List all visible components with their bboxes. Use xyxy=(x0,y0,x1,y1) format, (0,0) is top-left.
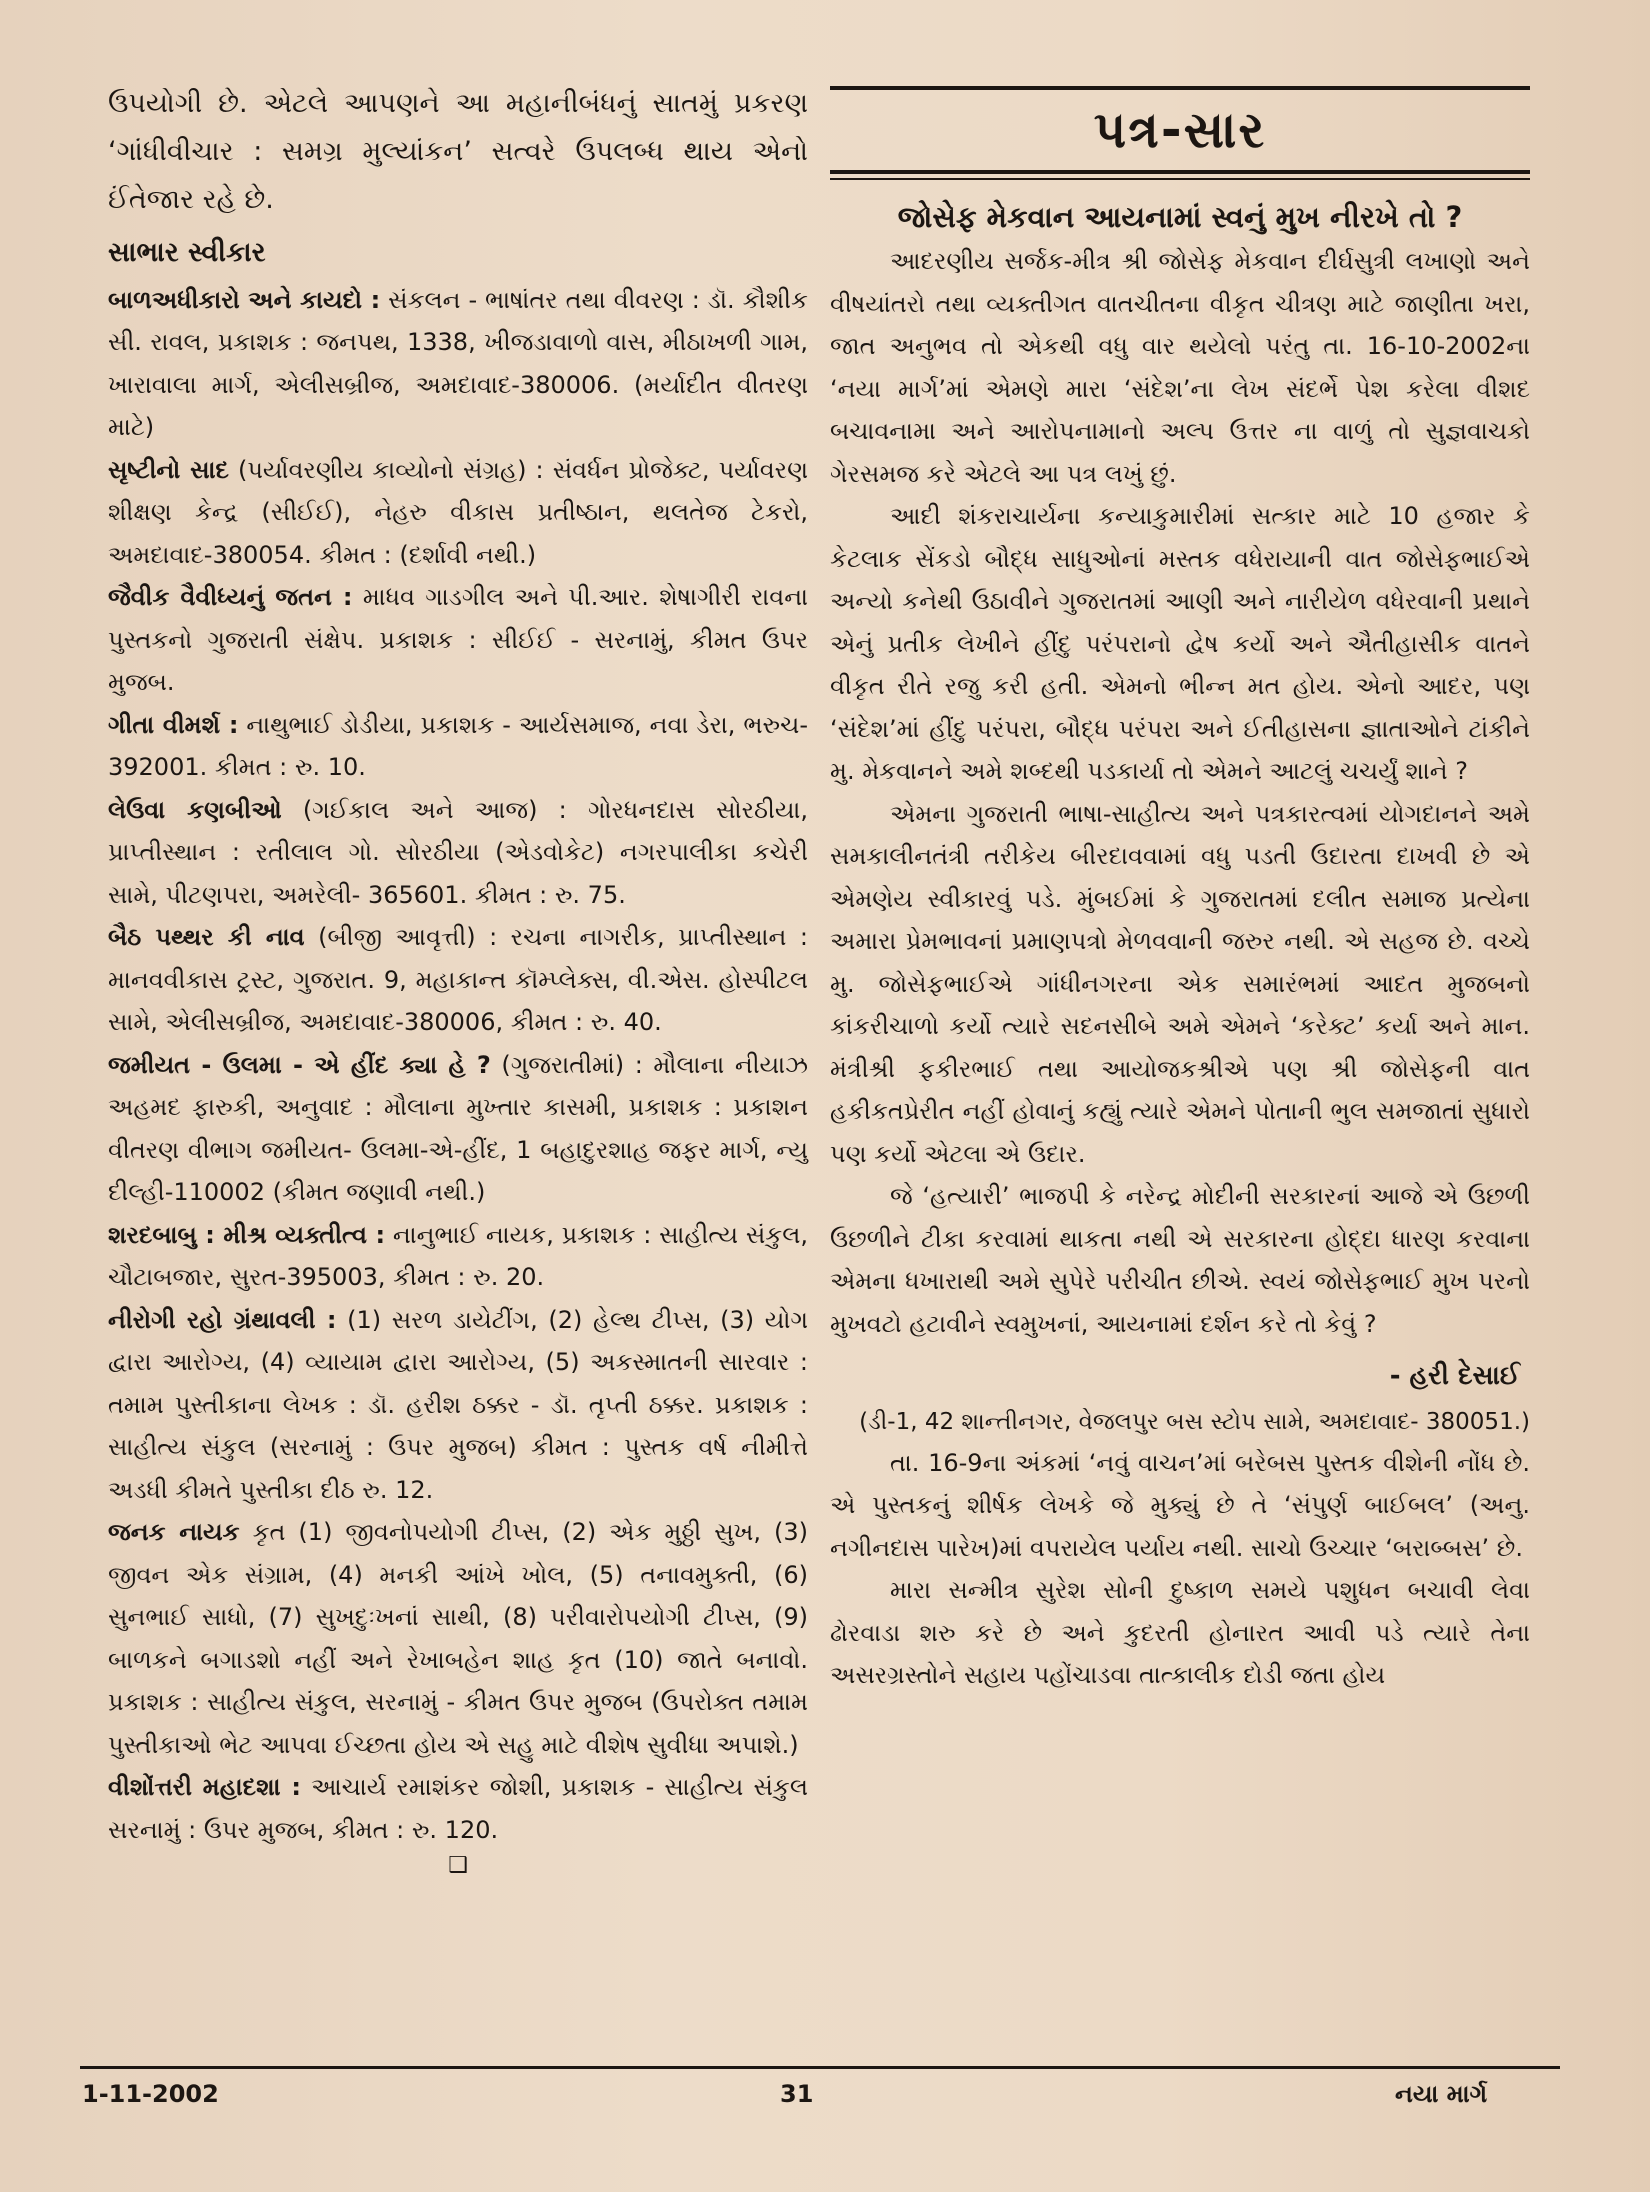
footer-rule xyxy=(80,2066,1560,2069)
book-entry-details: (ગઈકાલ અને આજ) : ગોરધનદાસ સોરઠીયા, પ્રાપ્તીસ્થાન : રતીલાલ ગો. સોરઠીયા (એડવોકેટ) નગરપાલીકા કચેરી સામે, પીટણપરા, અમરેલી- 365601. કીમત : રુ. 75. xyxy=(108,795,808,909)
book-entry-title: જનક નાયક xyxy=(108,1518,240,1546)
letter-paragraph: તા. 16-9ના અંકમાં ‘નવું વાચન’માં બરેબસ પુસ્તક વીશેની નોંધ છે. એ પુસ્તકનું શીર્ષક લેખકે જે મુક્યું છે તે ‘સંપુર્ણ બાઈબલ’ (અનુ. નગીનદાસ પારેખ)માં વપરાયેલ પર્યાય નથી. સાચો ઉચ્ચાર ‘બરાબ્બસ’ છે. xyxy=(830,1448,1530,1562)
book-entry-title: વીશોંત્તરી મહાદશા : xyxy=(108,1773,301,1801)
book-entry xyxy=(108,1044,808,1214)
book-entry xyxy=(108,576,808,704)
book-entry-title: બૈઠ પથ્થર કી નાવ xyxy=(108,923,305,951)
book-entry-details: (બીજી આવૃત્તી) : રચના નાગરીક, પ્રાપ્તીસ્થાન : માનવવીકાસ ટ્રસ્ટ, ગુજરાત. 9, મહાકાન્ત કૉમ્પ્લેક્સ, વી.એસ. હોસ્પીટલ સામે, એલીસબ્રીજ, અમદાવાદ-380006, કીમત : રુ. 40. xyxy=(108,923,808,1036)
book-entry-title: જૈવીક વૈવીધ્યનું જતન : xyxy=(108,583,353,611)
book-entries-list xyxy=(108,279,808,1852)
letter-headline: જોસેફ મેકવાન આયનામાં સ્વનું મુખ નીરખે તો ? xyxy=(897,200,1463,234)
book-entry-details: સંકલન - ભાષાંતર તથા વીવરણ : ડૉ. કૌશીક સી. રાવલ, પ્રકાશક : જનપથ, 1338, ખીજડાવાળો વાસ, મીઠાખળી ગામ, ખારાવાલા માર્ગ, એલીસબ્રીજ, અમદાવાદ-380006. (મર્યાદીત વીતરણ માટે) xyxy=(108,285,808,441)
intro-paragraph: ઉપયોગી છે. એટલે આપણને આ મહાનીબંધનું સાતમું પ્રકરણ ‘ગાંધીવીચાર : સમગ્ર મુલ્યાંકન’ સત્વરે ઉપલબ્ધ થાય એનો ઈંતેજાર રહે છે. xyxy=(108,88,808,215)
letter-paragraph: આદી શંકરાચાર્યના કન્યાકુમારીમાં સત્કાર માટે 10 હજાર કે કેટલાક સેંકડો બૌદ્ધ સાધુઓનાં મસ્તક વધેરાયાની વાત જોસેફભાઈએ અન્યો કનેથી ઉઠાવીને ગુજરાતમાં આણી અને નારીયેળ વધેરવાની પ્રથાને એનું પ્રતીક લેખીને હીંદુ પરંપરાનો દ્વેષ કર્યો અને ઐતીહાસીક વાતને વીકૃત રીતે રજુ કરી હતી. એમનો ભીન્ન મત હોય. એનો આદર, પણ ‘સંદેશ’માં હીંદુ પરંપરા, બૌદ્ધ પરંપરા અને ઈતીહાસના જ્ઞાતાઓને ટાંકીને મુ. મેકવાનને અમે શબ્દથી પડકાર્યા તો એમને આટલું ચચર્યું શાને ? xyxy=(830,502,1530,785)
book-entry-title: બાળઅધીકારો અને કાયદો : xyxy=(108,285,381,314)
book-entry-title: શરદબાબુ : મીશ્ર વ્યક્તીત્વ : xyxy=(108,1220,386,1249)
book-entry-title: જમીયત - ઉલમા - એ હીંદ ક્યા હે ? xyxy=(108,1050,491,1079)
book-entry xyxy=(108,449,808,577)
section-banner: પત્ર-સાર xyxy=(1093,101,1267,159)
footer-date: 1-11-2002 xyxy=(82,2080,219,2108)
book-entry-details: કૃત (1) જીવનોપયોગી ટીપ્સ, (2) એક મુઠ્ઠી સુખ, (3) જીવન એક સંગ્રામ, (4) મનકી આંખે ખોલ, (5) તનાવમુક્તી, (6) સુનભાઈ સાધો, (7) સુખદુઃખનાં સાથી, (8) પરીવારોપયોગી ટીપ્સ, (9) બાળકને બગાડશો નહીં અને રેખાબહેન શાહ કૃત (10) જાતે બનાવો. પ્રકાશક : સાહીત્ય સંકુલ, સરનામું - કીમત ઉપર મુજબ (ઉપરોક્ત તમામ પુસ્તીકાઓ ભેટ આપવા ઈચ્છતા હોય એ સહુ માટે વીશેષ સુવીધા અપાશે.) xyxy=(108,1518,809,1759)
book-entry xyxy=(108,279,808,449)
right-column xyxy=(830,80,1530,1697)
section-title: સાભાર સ્વીકાર xyxy=(108,237,266,268)
publication-name: નયા માર્ગ xyxy=(1395,2080,1488,2108)
book-entry-title: સૃષ્ટીનો સાદ xyxy=(108,455,229,484)
book-entry xyxy=(108,1299,808,1512)
book-entry-details: નાનુભાઈ નાયક, પ્રકાશક : સાહીત્ય સંકુલ, ચૌટાબજાર, સુરત-395003, કીમત : રુ. 20. xyxy=(108,1220,808,1291)
book-entry-details: નાથુભાઈ ડોડીયા, પ્રકાશક - આર્યસમાજ, નવા ડેરા, ભરુચ- 392001. કીમત : રુ. 10. xyxy=(108,710,809,781)
book-entry xyxy=(108,1214,808,1299)
book-entry-title: ગીતા વીમર્શ : xyxy=(108,710,239,739)
book-entry-details: (1) સરળ ડાયેટીંગ, (2) હેલ્થ ટીપ્સ, (3) યોગ દ્વારા આરોગ્ય, (4) વ્યાયામ દ્વારા આરોગ્ય, (5) અકસ્માતની સારવાર : તમામ પુસ્તીકાના લેખક : ડૉ. હરીશ ઠક્કર - ડૉ. તૃપ્તી ઠક્કર. પ્રકાશક : સાહીત્ય સંકુલ (સરનામું : ઉપર મુજબ) કીમત : પુસ્તક વર્ષ નીમીત્તે અડધી કીમતે પુસ્તીકા દીઠ રુ. 12. xyxy=(108,1305,808,1504)
book-entry-title: નીરોગી રહો ગ્રંથાવલી : xyxy=(108,1305,337,1334)
letter-paragraph: જે ‘હત્યારી’ ભાજપી કે નરેન્દ્ર મોદીની સરકારનાં આજે એ ઉછળી ઉછળીને ટીકા કરવામાં થાકતા નથી એ સરકારના હોદ્દા ધારણ કરવાના એમના ધખારાથી અમે સુપેરે પરીચીત છીએ. સ્વયં જોસેફભાઈ મુખ પરનો મુખવટો હટાવીને સ્વમુખનાં, આયનામાં દર્શન કરે તો કેવું ? xyxy=(830,1182,1530,1338)
left-column xyxy=(108,80,808,1881)
book-entry-details: માધવ ગાડગીલ અને પી.આર. શેષાગીરી રાવના પુસ્તકનો ગુજરાતી સંક્ષેપ. પ્રકાશક : સીઈઈ - સરનામું, કીમત ઉપર મુજબ. xyxy=(108,583,809,696)
letter-paragraph: એમના ગુજરાતી ભાષા-સાહીત્ય અને પત્રકારત્વમાં યોગદાનને અમે સમકાલીનતંત્રી તરીકેય બીરદાવવામાં વધુ પડતી ઉદારતા દાખવી છે એ એમણેય સ્વીકારવું પડે. મુંબઈમાં કે ગુજરાતમાં દલીત સમાજ પ્રત્યેના અમારા પ્રેમભાવનાં પ્રમાણપત્રો મેળવવાની જરુર નથી. એ સહજ છે. વચ્ચે મુ. જોસેફભાઈએ ગાંધીનગરના એક સમારંભમાં આદત મુજબનો કાંકરીચાળો કર્યો ત્યારે સદનસીબે અમે એમને ‘કરેક્ટ’ કર્યા અને માન. મંત્રીશ્રી ફકીરભાઈ તથા આયોજકશ્રીએ પણ શ્રી જોસેફની વાત હકીકતપ્રેરીત નહીં હોવાનું કહ્યું ત્યારે એમને પોતાની ભુલ સમજાતાં સુધારો પણ કર્યો એટલા એ ઉદાર. xyxy=(830,799,1530,1168)
end-mark: ❑ xyxy=(448,1853,468,1878)
book-entry-details: (પર્યાવરણીય કાવ્યોનો સંગ્રહ) : સંવર્ધન પ્રોજેક્ટ, પર્યાવરણ શીક્ષણ કેન્દ્ર (સીઈઈ), નેહરુ વીકાસ પ્રતીષ્ઠાન, થલતેજ ટેકરો, અમદાવાદ-380054. કીમત : (દર્શાવી નથી.) xyxy=(108,455,809,569)
page-number: 31 xyxy=(780,2080,814,2108)
letter-signature: - હરી દેસાઈ xyxy=(1389,1361,1520,1391)
book-entry-details: આચાર્ય રમાશંકર જોશી, પ્રકાશક - સાહીત્ય સંકુલ સરનામું : ઉપર મુજબ, કીમત : રુ. 120. xyxy=(108,1773,808,1844)
letter-paragraph: આદરણીય સર્જક-મીત્ર શ્રી જોસેફ મેકવાન દીર્ઘસુત્રી લખાણો અને વીષયાંતરો તથા વ્યક્તીગત વાતચીતના વીકૃત ચીત્રણ માટે જાણીતા ખરા, જાત અનુભવ તો એકથી વધુ વાર થયેલો પરંતુ તા. 16-10-2002ના ‘નયા માર્ગ’માં એમણે મારા ‘સંદેશ’ના લેખ સંદર્ભે પેશ કરેલા વીશદ બચાવનામા અને આરોપનામાનો અલ્પ ઉત્તર ના વાળું તો સુજ્ઞવાચકો ગેરસમજ કરે એટલે આ પત્ર લખું છું. xyxy=(830,247,1530,488)
letter-paragraph: મારા સન્મીત્ર સુરેશ સોની દુષ્કાળ સમયે પશુધન બચાવી લેવા ઢોરવાડા શરુ કરે છે અને કુદરતી હોનારત આવી પડે ત્યારે તેના અસરગ્રસ્તોને સહાય પહોંચાડવા તાત્કાલીક દોડી જતા હોય xyxy=(830,1576,1530,1689)
banner-rule xyxy=(830,170,1530,180)
book-entry-details: (ગુજરાતીમાં) : મૌલાના નીયાઝ અહમદ ફારુકી, અનુવાદ : મૌલાના મુખ્તાર કાસમી, પ્રકાશક : પ્રકાશન વીતરણ વીભાગ જમીયત- ઉલમા-એ-હીંદ, 1 બહાદુરશાહ જફર માર્ગ, ન્યુ દીલ્હી-110002 (કીમત જણાવી નથી.) xyxy=(108,1050,808,1206)
book-entry-title: લેઉવા કણબીઓ xyxy=(108,795,282,824)
book-entry xyxy=(108,1511,808,1766)
letter-address: (ડી-1, 42 શાન્તીનગર, વેજલપુર બસ સ્ટોપ સામે, અમદાવાદ- 380051.) xyxy=(859,1408,1530,1435)
book-entry xyxy=(108,916,808,1044)
book-entry xyxy=(108,1766,808,1851)
book-entry xyxy=(108,789,808,917)
book-entry xyxy=(108,704,808,789)
